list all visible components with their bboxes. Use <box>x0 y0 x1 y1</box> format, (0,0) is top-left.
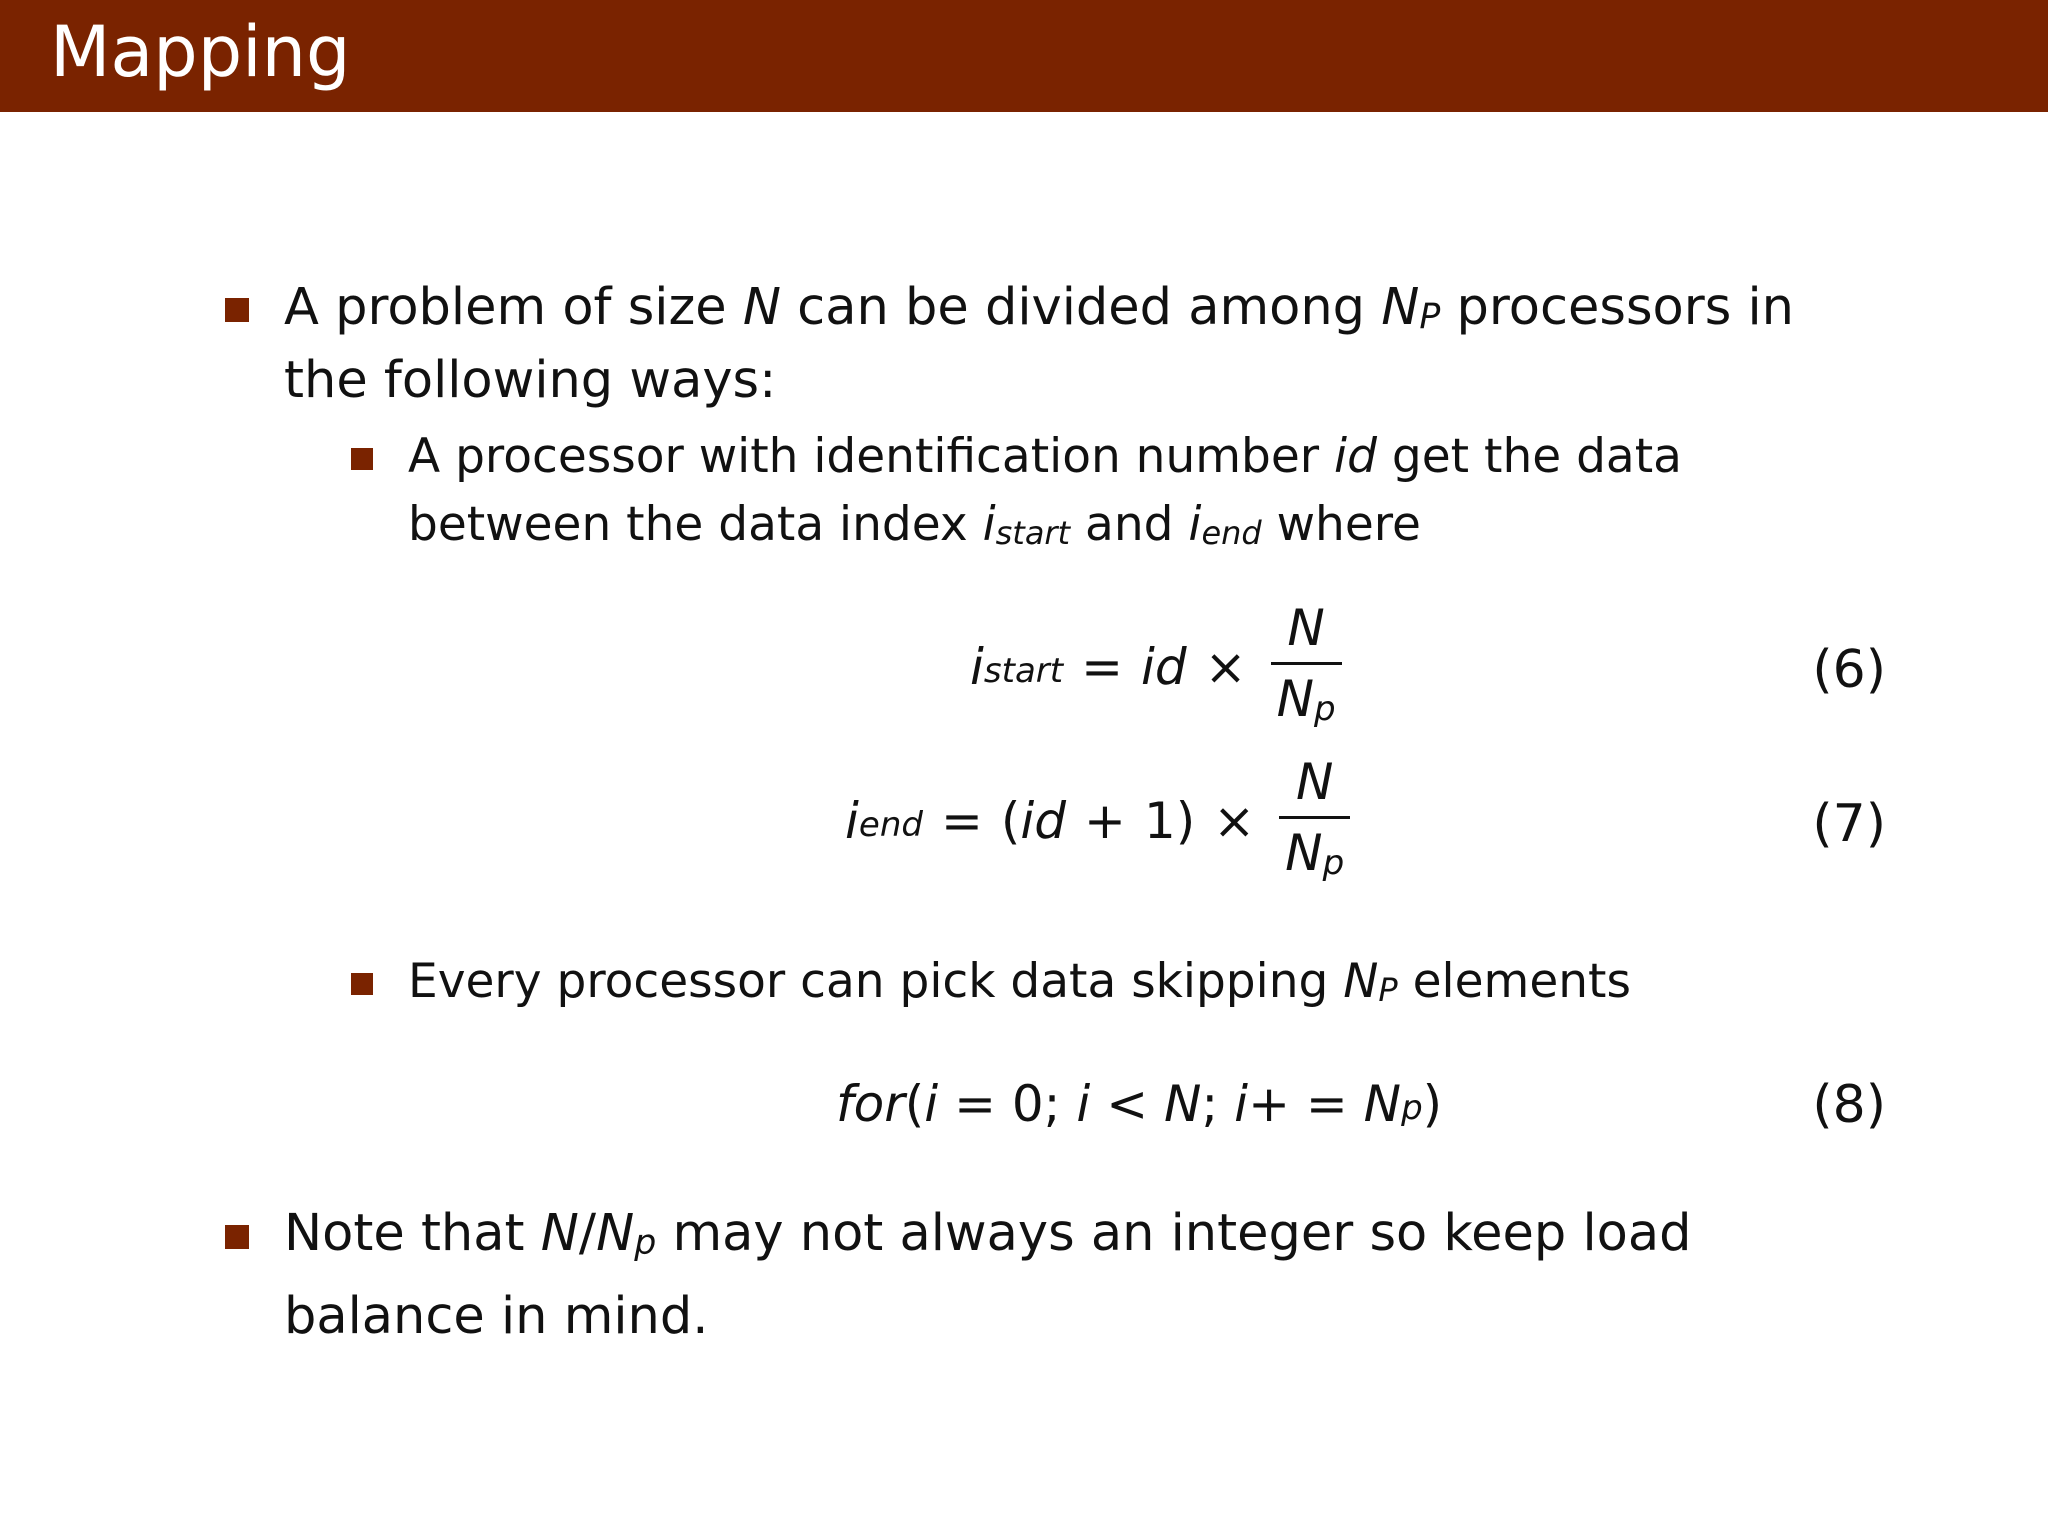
slide-title: Mapping <box>50 11 351 93</box>
sub-bullet-1-text <box>408 423 1682 563</box>
title-bar <box>0 0 2048 112</box>
bullet-1-text <box>284 274 1794 414</box>
equation-7: i $_{end}$ = ( id + 1 ) × $\frac{N}{N_p}$ <box>845 754 1356 887</box>
bullet-2-text <box>284 1200 1691 1350</box>
bullet-2-line-1: Note that $N/N_p$ may not always an integer so keep load <box>284 1204 1692 1264</box>
sub-bullet-square-icon <box>351 973 373 995</box>
fraction: $\frac{N}{N_p}$ <box>1271 600 1342 733</box>
equation-number-7: (7) <box>1812 794 1886 854</box>
sub-bullet-1-line-2: between the data index $i_{start}$ and $i_{end}$ where <box>408 497 1421 552</box>
bullet-square-icon <box>225 298 249 322</box>
sub-bullet-square-icon <box>351 448 373 470</box>
fraction: $\frac{N}{N_p}$ <box>1279 754 1350 887</box>
equation-6: i $_{start}$ = id × $\frac{N}{N_p}$ <box>970 600 1348 733</box>
equation-number-6: (6) <box>1812 640 1886 700</box>
equation-number-8: (8) <box>1812 1075 1886 1135</box>
equation-8: for ( i = 0; i < N ; i + = N $_p$ ) <box>836 1075 1443 1133</box>
sub-bullet-2-text: Every processor can pick data skipping $N_P$ elements <box>408 954 1631 1009</box>
bullet-1-line-1: A problem of size N can be divided among $N_P$ processors in <box>284 278 1794 338</box>
bullet-1-line-2: the following ways: <box>284 351 777 410</box>
sub-bullet-1-line-1: A processor with identification number id get the data <box>408 429 1682 484</box>
bullet-square-icon <box>225 1225 249 1249</box>
bullet-2-line-2: balance in mind. <box>284 1287 709 1346</box>
